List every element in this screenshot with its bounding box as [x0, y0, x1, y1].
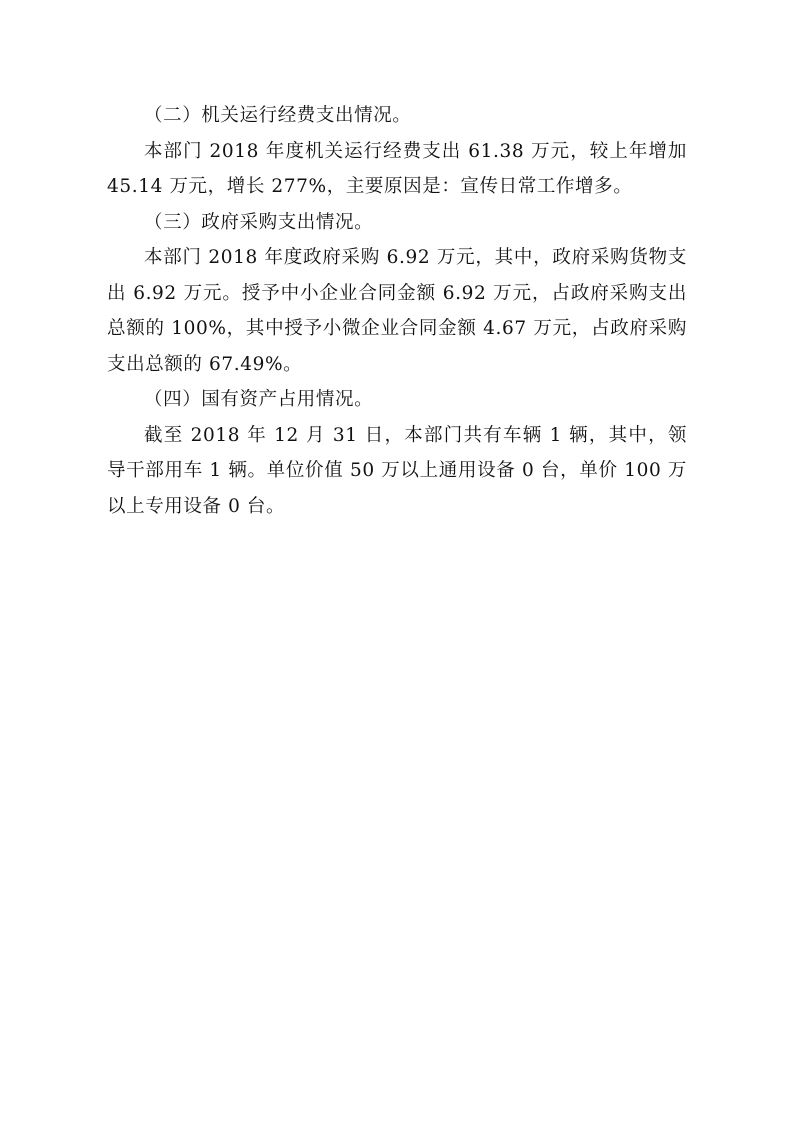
section-heading-procurement: （三）政府采购支出情况。	[144, 211, 374, 233]
section-heading-operating-costs: （二）机关运行经费支出情况。	[144, 105, 412, 126]
paragraph-procurement: 本部门 2018 年度政府采购 6.92 万元，其中，政府采购货物支出 6.92 万元。授予中小企业合同金额 6.92 万元，占政府采购支出总额的 100%，其中授予小微企业合同金额 4.67 万元，占政府采购支出总额的 67.49%。	[107, 247, 687, 375]
paragraph-assets: 截至 2018 年 12 月 31 日，本部门共有车辆 1 辆，其中，领导干部用车 1 辆。单位价值 50 万以上通用设备 0 台，单价 100 万以上专用设备 0 台。	[107, 424, 687, 517]
paragraph-operating-costs: 本部门 2018 年度机关运行经费支出 61.38 万元，较上年增加 45.14 万元，增长 277%，主要原因是：宣传日常工作增多。	[107, 140, 687, 197]
document-body	[107, 98, 687, 524]
section-heading-assets: （四）国有资产占用情况。	[144, 389, 374, 410]
